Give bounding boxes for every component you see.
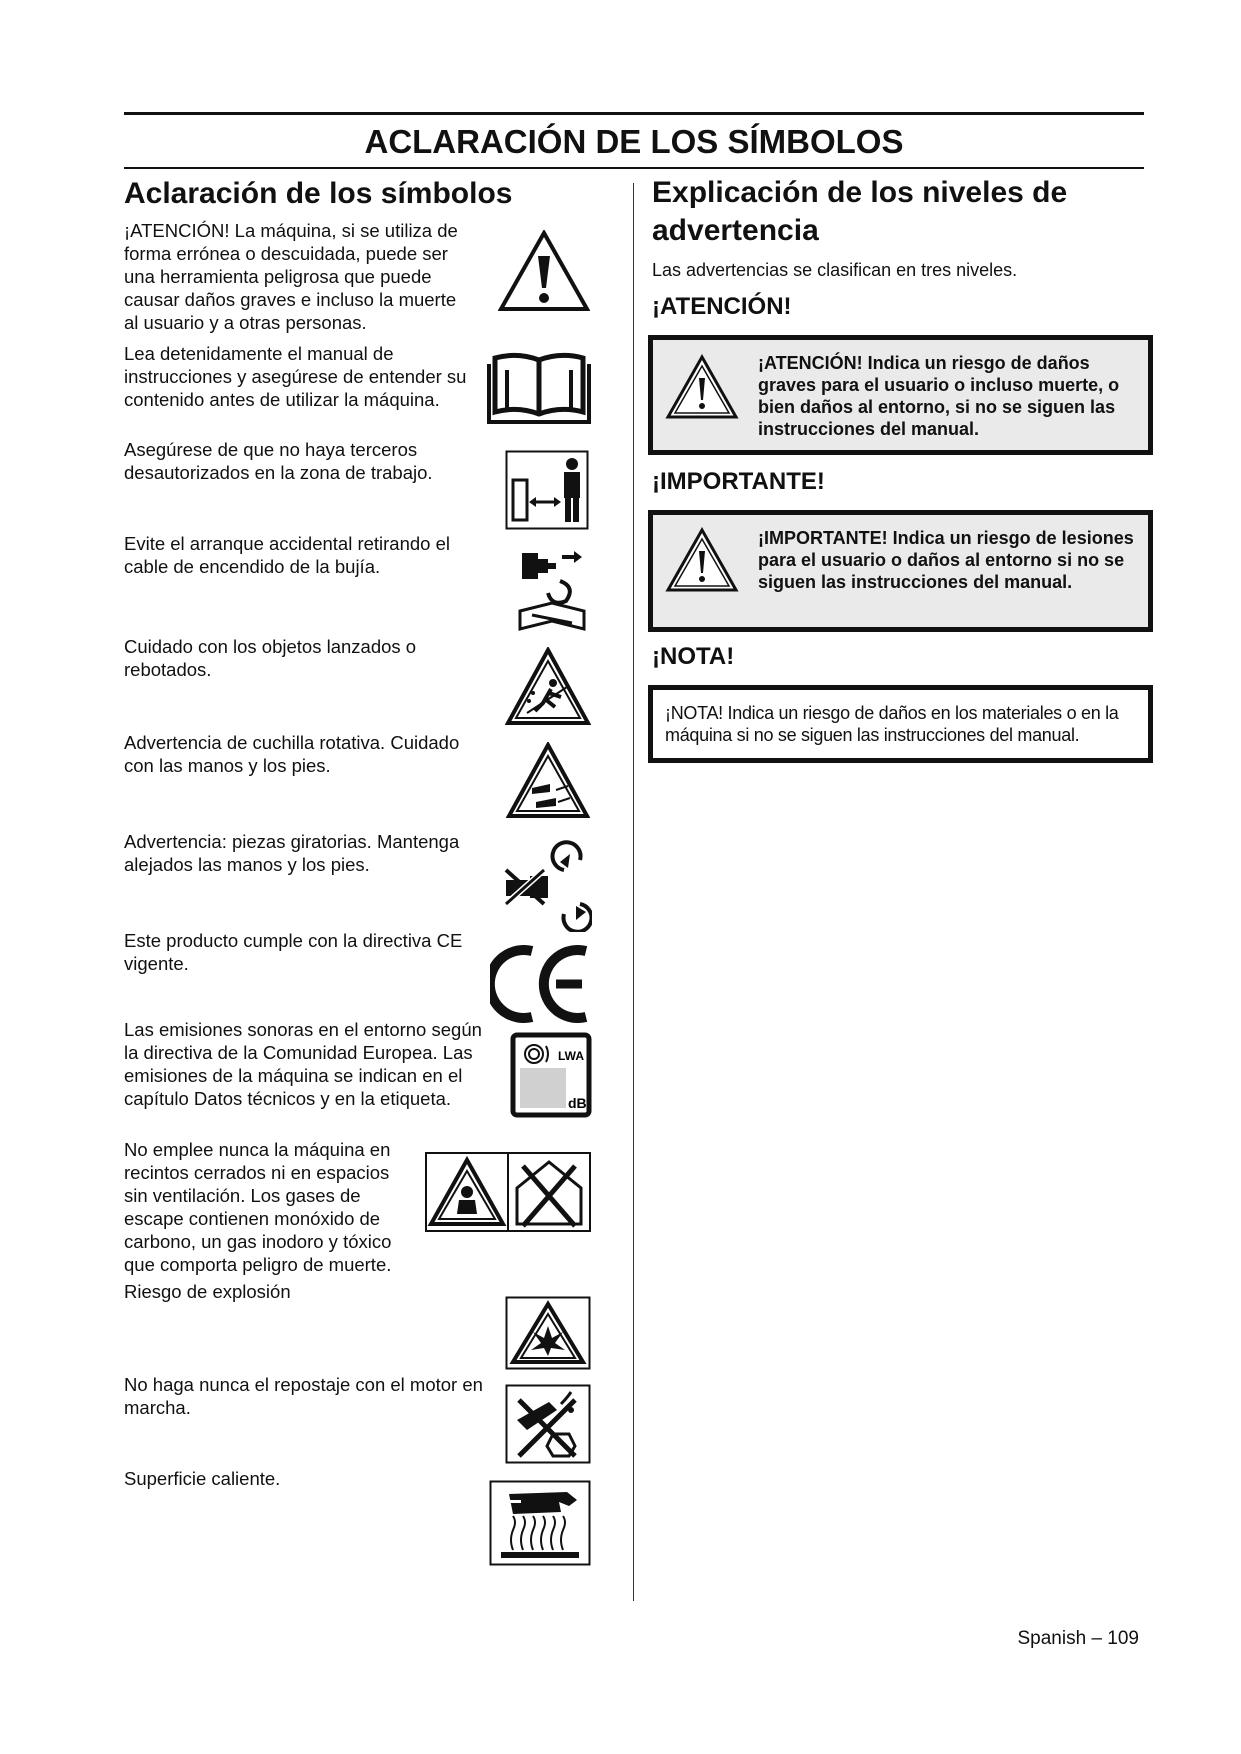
symbol-text-explosion: Riesgo de explosión [124,1281,291,1302]
symbol-text-spark-plug: Evite el arranque accidental retirando el cable de encendido de la bujía. [124,533,450,577]
symbol-text-hot-surface: Superficie caliente. [124,1468,281,1489]
left-section-title: Aclaración de los símbolos [124,177,513,210]
page-header: ACLARACIÓN DE LOS SÍMBOLOS [364,123,904,160]
symbol-text-enclosed-space: No emplee nunca la máquina en recintos cerrados ni en espacios sin ventilación. Los gases de escape contienen monóxido de carbono, un gas inodoro y tóxico que comporta peligro de muerte. [124,1139,392,1275]
importante-box [648,510,1153,632]
symbol-text-ce: Este producto cumple con la directiva CE vigente. [124,930,463,974]
warning-triangle-icon [665,527,739,593]
atencion-text: ¡ATENCIÓN! Indica un riesgo de daños graves para el usuario o incluso muerte, o bien daños al entorno, si no se siguen las instrucciones del manual. [758,353,1120,439]
symbol-text-rotating-parts: Advertencia: piezas giratorias. Mantenga alejados las manos y los pies. [124,831,460,875]
rotating-blade-icon [506,742,590,820]
explosion-risk-icon [505,1296,591,1370]
symbol-text-manual: Lea detenidamente el manual de instrucciones y asegúrese de entender su contenido antes de utilizar la máquina. [124,343,467,410]
nota-text: ¡NOTA! Indica un riesgo de daños en los materiales o en la máquina si no se siguen las instrucciones del manual. [665,703,1119,745]
levels-intro: Las advertencias se clasifican en tres niveles. [652,260,1018,280]
no-enclosed-space-icon [425,1152,591,1232]
thrown-objects-icon [505,647,591,727]
noise-db-label: dB [568,1095,587,1111]
spark-plug-icon [512,545,592,635]
top-rule [124,112,1144,115]
level-heading-importante: ¡IMPORTANTE! [652,468,825,495]
level-heading-nota: ¡NOTA! [652,643,735,670]
hot-surface-icon [489,1480,591,1566]
header-rule [124,167,1144,169]
right-section-title: Explicación de los niveles de advertencia [652,176,1068,247]
level-heading-atencion: ¡ATENCIÓN! [652,293,792,320]
no-refuel-running-icon [505,1384,591,1464]
importante-text: ¡IMPORTANTE! Indica un riesgo de lesiones para el usuario o daños al entorno si no se siguen las instrucciones del manual. [758,528,1134,592]
symbol-text-thrown-objects: Cuidado con los objetos lanzados o rebotados. [124,636,417,680]
nota-box [648,685,1153,763]
symbol-text-refuel: No haga nunca el repostaje con el motor en marcha. [124,1374,483,1418]
manual-book-icon [487,350,591,425]
noise-lwa-label: LWA [558,1049,584,1063]
warning-triangle-icon [665,354,739,420]
atencion-box [648,335,1153,455]
column-divider [633,183,634,1601]
symbol-text-warning: ¡ATENCIÓN! La máquina, si se utiliza de forma errónea o descuidada, puede ser una herramienta peligrosa que puede causar daños graves e incluso la muerte al usuario y a otras personas. [124,220,458,333]
page-number: Spanish – 109 [1017,1628,1139,1649]
symbol-text-noise: Las emisiones sonoras en el entorno según la directiva de la Comunidad Europea. Las emisiones de la máquina se indican en el capítulo Datos técnicos y en la etiqueta. [124,1019,482,1109]
noise-emission-icon [510,1032,592,1118]
ce-mark-icon [490,945,592,1023]
warning-triangle-icon [498,230,590,312]
symbol-text-distance: Asegúrese de que no haya terceros desautorizados en la zona de trabajo. [124,439,433,483]
rotating-parts-icon [500,840,592,932]
safety-distance-icon [505,450,589,530]
symbol-text-rotating-blade: Advertencia de cuchilla rotativa. Cuidado con las manos y los pies. [124,732,460,776]
